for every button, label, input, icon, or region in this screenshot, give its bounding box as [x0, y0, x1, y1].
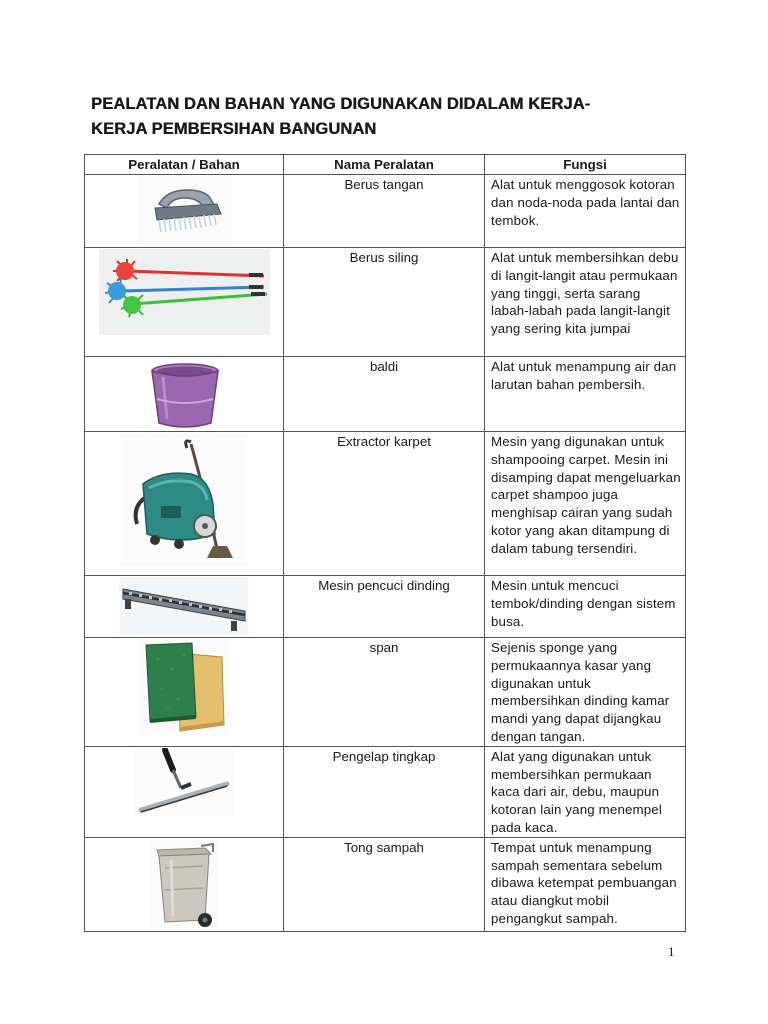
table-row — [85, 248, 686, 357]
table-row — [85, 175, 686, 248]
equipment-image-cell — [85, 638, 284, 747]
table-header-row — [85, 155, 686, 175]
equipment-function: Mesin yang digunakan untuk shampooing carpet. Mesin ini disamping dapat mengeluarkan carpet shampoo juga menghisap cairan yang sudah kotor yang akan ditampung di dalam tabung tersendiri. — [485, 432, 686, 576]
title-line-1: PEALATAN DAN BAHAN YANG DIGUNAKAN DIDALAM KERJA- — [91, 95, 591, 113]
trash-bin-icon — [151, 840, 219, 928]
equipment-function: Alat untuk menggosok kotoran dan noda-noda pada lantai dan tembok. — [485, 175, 686, 248]
equipment-function: Alat untuk membersihkan debu di langit-langit atau permukaan yang tinggi, serta sarang labah-labah pada langit-langit yang sering kita jumpai — [485, 248, 686, 357]
equipment-name: Berus tangan — [284, 175, 485, 248]
header-name: Nama Peralatan — [284, 155, 485, 175]
equipment-name: Berus siling — [284, 248, 485, 357]
document-title — [91, 92, 651, 142]
wall-washer-icon — [119, 577, 249, 635]
table-row — [85, 638, 686, 747]
equipment-function: Tempat untuk menampung sampah sementara sebelum dibawa ketempat pembuangan atau diangkut mobil pengangkut sampah. — [485, 837, 686, 931]
equipment-image-cell — [85, 837, 284, 931]
equipment-image-cell — [85, 357, 284, 432]
table-row — [85, 746, 686, 837]
header-equipment: Peralatan / Bahan — [85, 155, 284, 175]
equipment-function: Alat yang digunakan untuk membersihkan permukaan kaca dari air, debu, maupun kotoran lain yang menempel pada kaca. — [485, 746, 686, 837]
equipment-table — [84, 154, 686, 932]
table-row — [85, 432, 686, 576]
title-line-2: KERJA PEMBERSIHAN BANGUNAN — [91, 120, 377, 138]
equipment-name: span — [284, 638, 485, 747]
table-row — [85, 576, 686, 638]
equipment-function: Alat untuk menampung air dan larutan bahan pembersih. — [485, 357, 686, 432]
equipment-image-cell — [85, 746, 284, 837]
page-number: 1 — [668, 944, 675, 959]
equipment-image-cell — [85, 175, 284, 248]
equipment-image-cell — [85, 432, 284, 576]
equipment-name: baldi — [284, 357, 485, 432]
equipment-function: Sejenis sponge yang permukaannya kasar yang digunakan untuk membersihkan dinding kamar mandi yang dapat dijangkau dengan tangan. — [485, 638, 686, 747]
equipment-name: Extractor karpet — [284, 432, 485, 576]
equipment-name: Tong sampah — [284, 837, 485, 931]
ceiling-brush-icon — [99, 249, 270, 335]
equipment-name: Mesin pencuci dinding — [284, 576, 485, 638]
hand-brush-icon — [137, 176, 232, 246]
carpet-extractor-icon — [121, 434, 247, 566]
table-row — [85, 837, 686, 931]
table-row — [85, 357, 686, 432]
header-function: Fungsi — [485, 155, 686, 175]
equipment-name: Pengelap tingkap — [284, 746, 485, 837]
equipment-function: Mesin untuk mencuci tembok/dinding dengan sistem busa. — [485, 576, 686, 638]
sponge-icon — [138, 639, 230, 735]
window-squeegee-icon — [135, 748, 233, 816]
bucket-icon — [145, 357, 225, 432]
equipment-image-cell — [85, 576, 284, 638]
equipment-image-cell — [85, 248, 284, 357]
